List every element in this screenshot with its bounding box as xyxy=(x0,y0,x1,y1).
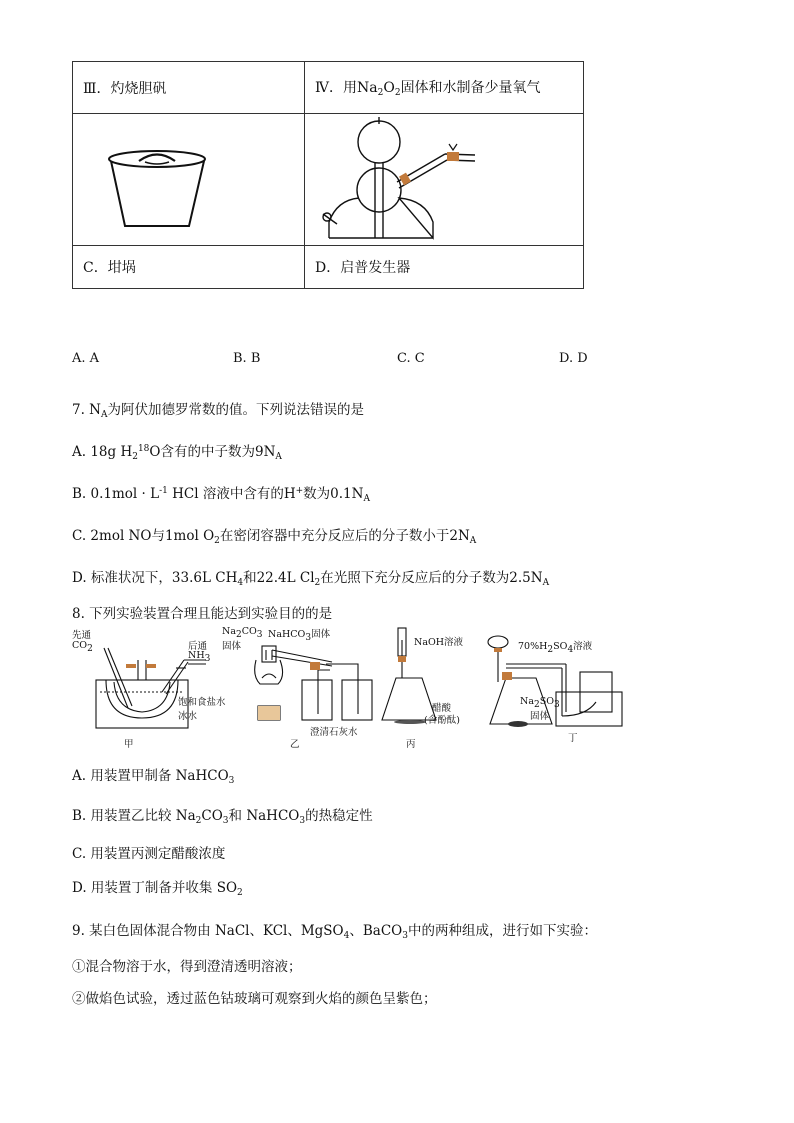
label-acetic: 醋酸 xyxy=(432,703,452,714)
label-co2: $CO_2$ xyxy=(72,640,93,654)
cell-c: C．坩埚 xyxy=(73,246,305,289)
cell-iii: Ⅲ．灼烧胆矾 xyxy=(73,62,305,114)
label-first-co2: 先通 xyxy=(72,630,92,641)
q7-option-c[interactable]: C. 2mol NO与1mol $O_2$在密闭容器中充分反应后的分子数小于$2N_A$ xyxy=(72,528,477,546)
q8-option-b[interactable]: B. 用装置乙比较 $Na_2CO_3$和 NaHCO$_3$的热稳定性 xyxy=(72,808,373,826)
q9-step-2: ②做焰色试验，透过蓝色钴玻璃可观察到火焰的颜色呈紫色； xyxy=(72,991,437,1007)
q9-stem: 9. 某白色固体混合物由 NaCl、KCl、MgSO$_4$、BaCO$_3$中的两种组成，进行如下实验： xyxy=(72,923,597,941)
label-later: 后通 xyxy=(188,641,208,652)
q6-option-a[interactable]: A. A xyxy=(72,351,100,366)
label-nahco3: NaHCO$_3$固体 xyxy=(268,629,331,643)
label-naoh: NaOH溶液 xyxy=(414,637,464,648)
label-na2so3: $Na_2SO_3$ xyxy=(520,696,560,710)
q7-option-d[interactable]: D. 标准状况下，33.6L $CH_4$和22.4L $Cl_2$在光照下充分反应后的分子数为$2.5N_A$ xyxy=(72,570,550,588)
q8-option-c[interactable]: C. 用装置丙测定醋酸浓度 xyxy=(72,846,226,862)
label-ice-water: 冰水 xyxy=(178,711,198,722)
label-na2co3: $Na_2CO_3$ xyxy=(222,626,263,640)
q8-stem: 8. 下列实验装置合理且能达到实验目的的是 xyxy=(72,606,333,622)
q6-option-d[interactable]: D. D xyxy=(559,351,588,366)
q8-option-d[interactable]: D. 用装置丁制备并收集 $SO_2$ xyxy=(72,880,243,898)
label-bing: 丙 xyxy=(406,739,416,750)
label-h2so4: $70\%H_2SO_4$溶液 xyxy=(518,641,593,655)
q6-option-b[interactable]: B. B xyxy=(233,351,261,366)
q9-step-1: ①混合物溶于水，得到澄清透明溶液； xyxy=(72,959,302,975)
q7-stem: 7. $N_A$为阿伏加德罗常数的值。下列说法错误的是 xyxy=(72,402,364,420)
label-yi: 乙 xyxy=(290,739,300,750)
label-nh3: $NH_3$ xyxy=(188,650,211,664)
q7-option-a[interactable]: A. 18g $H_2^{18}O$含有的中子数为$9N_A$ xyxy=(72,444,282,462)
label-ding: 丁 xyxy=(568,733,578,744)
q8-option-a[interactable]: A. 用装置甲制备 NaHCO$_3$ xyxy=(72,768,235,786)
label-indicator: (含酚酞) xyxy=(424,715,460,726)
cell-d: D．启普发生器 xyxy=(305,246,584,289)
crucible-image-cell xyxy=(73,114,305,246)
cell-iv: Ⅳ．用$Na_2O_2$固体和水制备少量氧气 xyxy=(305,62,584,114)
crucible-figure xyxy=(83,114,294,241)
kipp-generator-figure xyxy=(315,114,573,241)
label-solid-1: 固体 xyxy=(222,641,242,652)
label-limewater: 澄清石灰水 xyxy=(310,727,358,738)
q7-option-b[interactable]: B. $0.1mol \cdot L^{-1}$ HCl 溶液中含有的H+数为$0.1N_A$ xyxy=(72,486,370,504)
apparatus-table xyxy=(72,61,584,289)
kipp-generator-image-cell xyxy=(305,114,584,246)
label-brine: 饱和食盐水 xyxy=(178,697,226,708)
q6-option-c[interactable]: C. C xyxy=(397,351,425,366)
label-solid-2: 固体 xyxy=(530,711,550,722)
label-jia: 甲 xyxy=(124,739,134,750)
